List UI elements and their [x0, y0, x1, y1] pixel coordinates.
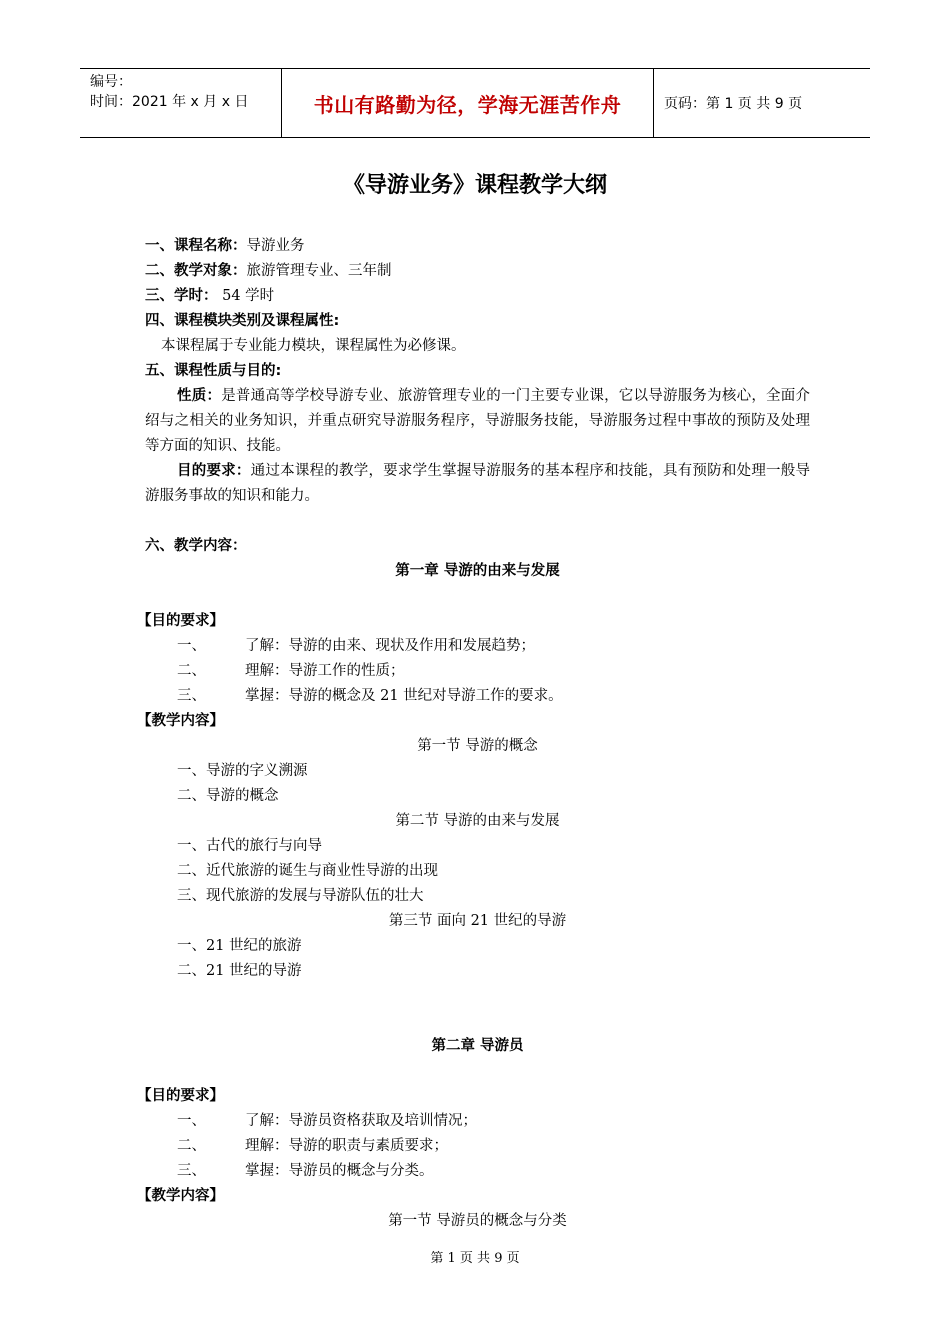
number-label: 编号：: [90, 74, 132, 90]
list-item: 二、导游的概念: [177, 788, 279, 804]
header-page: [654, 69, 870, 137]
purpose-text: 通过本课程的教学，要求学生掌握导游服务的基本程序和技能，具有预防和处理一般导游服务事故的知识和能力。: [145, 463, 811, 504]
header-meta: [80, 69, 282, 137]
section-heading: 第三节 面向 21 世纪的导游: [388, 913, 567, 929]
nature-label: 性质：: [177, 388, 222, 404]
purpose-label: 目的要求：: [177, 463, 251, 479]
nature-paragraph: [145, 384, 810, 459]
section-value: 旅游管理专业、三年制: [246, 263, 392, 279]
list-item: 三、现代旅游的发展与导游队伍的壮大: [177, 888, 424, 904]
module-text: 本课程属于专业能力模块，课程属性为必修课。: [161, 338, 466, 354]
section-teaching-content: 六、教学内容：: [145, 538, 247, 554]
list-item: 二、 理解：导游的职责与素质要求；: [177, 1138, 448, 1154]
chapter2-content-label: 【教学内容】: [137, 1188, 224, 1204]
document-title: 《导游业务》课程教学大纲: [342, 173, 607, 198]
list-item: 一、 了解：导游员资格获取及培训情况；: [177, 1113, 477, 1129]
list-item: 一、古代的旅行与向导: [177, 838, 322, 854]
list-item: 一、21 世纪的旅游: [177, 938, 302, 954]
list-item: 二、近代旅游的诞生与商业性导游的出现: [177, 863, 438, 879]
chapter1-req-label: 【目的要求】: [137, 613, 224, 629]
motto-text: 书山有路勤为径，学海无涯苦作舟: [313, 92, 622, 117]
chapter2-title: 第二章 导游员: [431, 1038, 524, 1054]
section-value: 导游业务: [246, 238, 305, 254]
section-label: 一、课程名称：: [145, 238, 247, 254]
section-heading: 第一节 导游的概念: [417, 738, 538, 754]
chapter1-content-label: 【教学内容】: [137, 713, 224, 729]
list-item: 一、 了解：导游的由来、现状及作用和发展趋势；: [177, 638, 535, 654]
nature-text: 是普通高等学校导游专业、旅游管理专业的一门主要专业课，它以导游服务为核心，全面介绍与之相关的业务知识，并重点研究导游服务程序，导游服务技能，导游服务过程中事故的预防及处理等方面的知识、技能。: [145, 388, 811, 454]
page-label: 页码：第 1 页 共 9 页: [664, 96, 803, 112]
section-audience: [145, 259, 810, 284]
list-item: 三、 掌握：导游员的概念与分类。: [177, 1163, 434, 1179]
chapter1-title: 第一章 导游的由来与发展: [395, 563, 560, 579]
list-item: 二、 理解：导游工作的性质；: [177, 663, 405, 679]
section-course-name: [145, 234, 810, 259]
section-label: 二、教学对象：: [145, 263, 247, 279]
document-body: [137, 234, 811, 1234]
list-item: 二、21 世纪的导游: [177, 963, 302, 979]
section-label: 三、学时：: [145, 288, 218, 304]
section-module: 四、课程模块类别及课程属性:: [145, 313, 340, 329]
section-heading: 第二节 导游的由来与发展: [395, 813, 560, 829]
section-hours: [145, 284, 810, 309]
list-item: 三、 掌握：导游的概念及 21 世纪对导游工作的要求。: [177, 688, 563, 704]
list-item: 一、导游的字义溯源: [177, 763, 308, 779]
section-value: 54 学时: [217, 288, 275, 304]
section-heading: 第一节 导游员的概念与分类: [388, 1213, 567, 1229]
header-table: [80, 68, 870, 138]
time-label: 时间：2021 年 x 月 x 日: [90, 94, 249, 110]
purpose-paragraph: [145, 459, 810, 509]
page-footer: 第 1 页 共 9 页: [430, 1251, 520, 1266]
header-motto: [282, 69, 654, 137]
chapter2-req-label: 【目的要求】: [137, 1088, 224, 1104]
section-nature-purpose: 五、课程性质与目的:: [145, 363, 282, 379]
